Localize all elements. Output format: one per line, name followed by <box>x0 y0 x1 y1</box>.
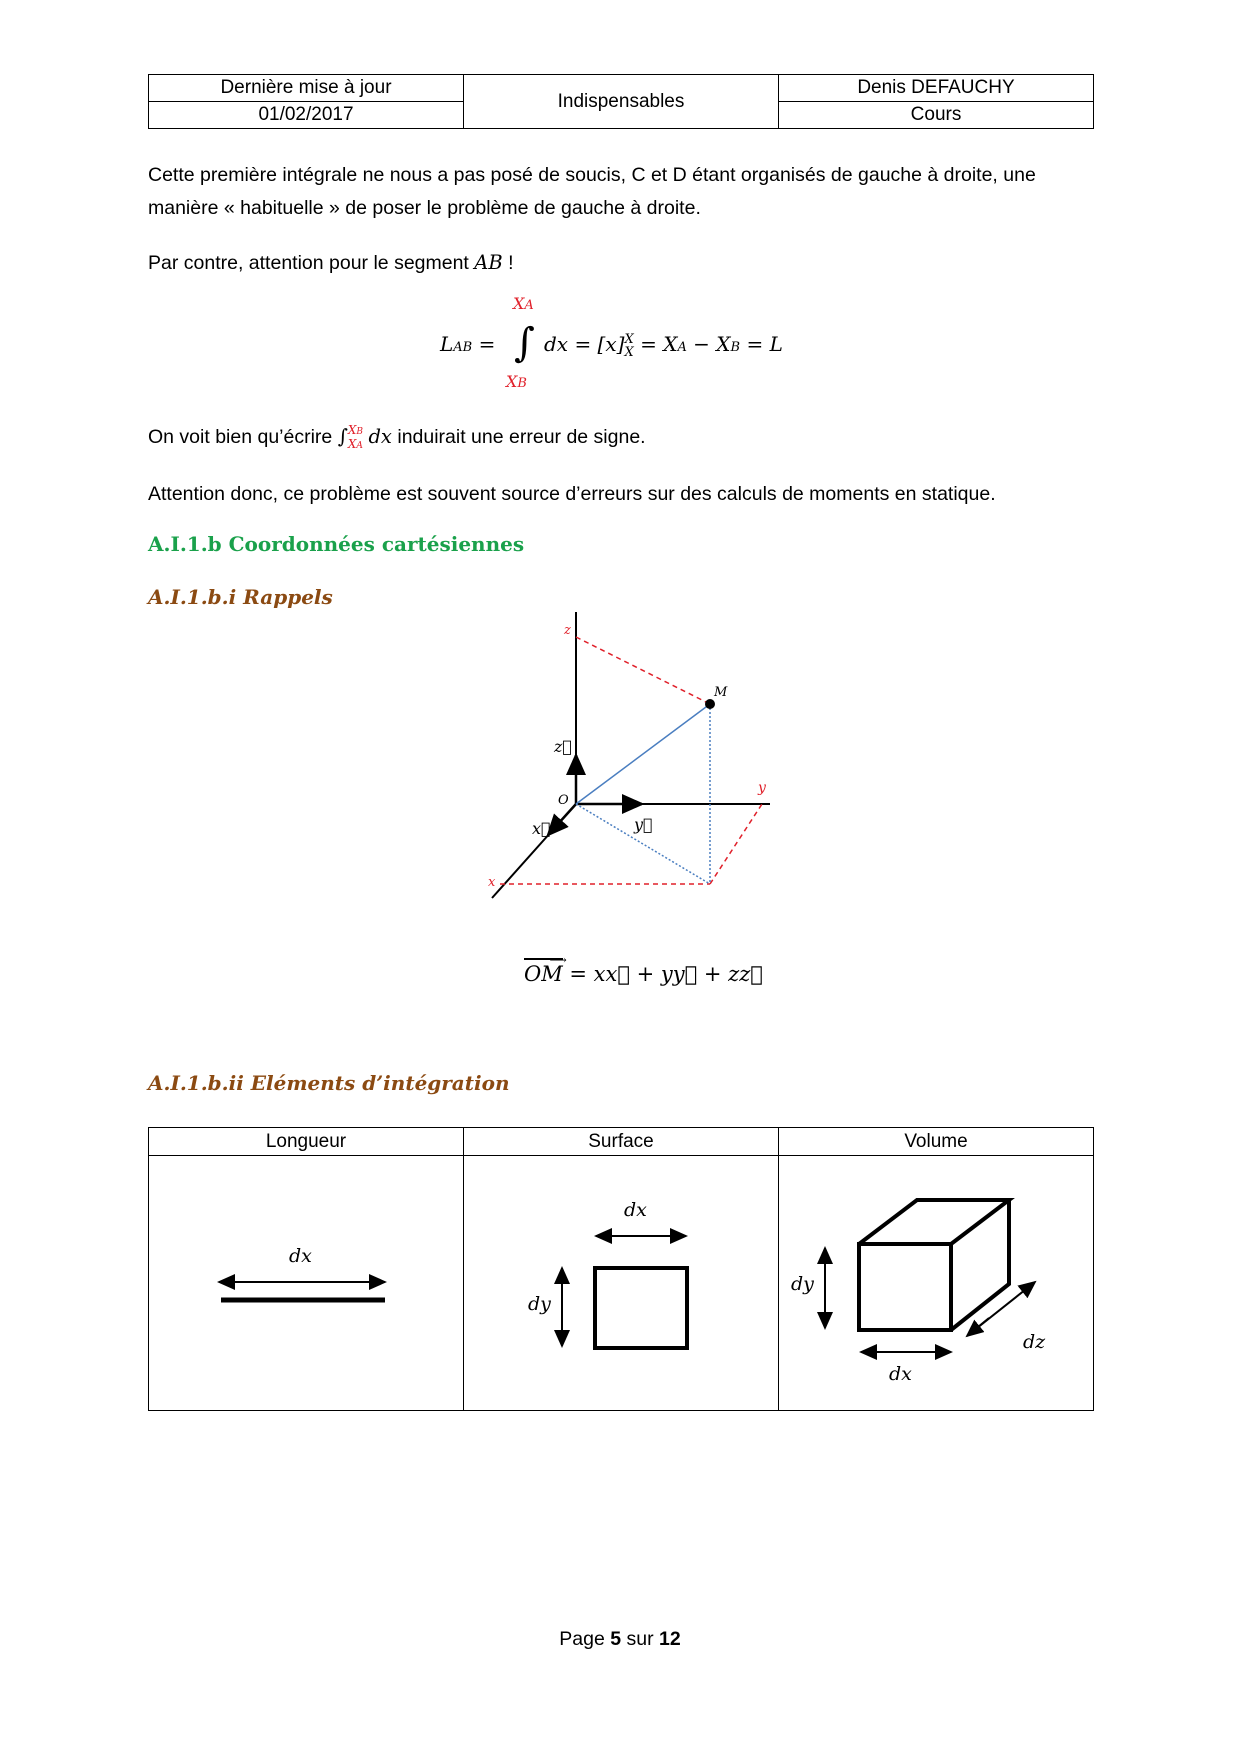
segment-ab: AB <box>474 251 503 274</box>
cell-volume <box>779 1156 1094 1411</box>
x-vector-label: x⃗ <box>532 819 551 838</box>
paragraph-2 <box>148 246 1094 280</box>
author-name: Denis DEFAUCHY <box>779 75 1094 102</box>
subsection-heading-elements: A.I.1.b.ii Eléments d’intégration <box>148 1071 510 1095</box>
x-axis-label: x <box>488 875 496 890</box>
inline-integral: ∫ XB XA <box>337 422 364 451</box>
paragraph-3-before: On voit bien qu’écrire <box>148 426 338 448</box>
y-projection-line <box>710 804 762 884</box>
om-components: xx⃗ + yy⃗ + zz⃗ <box>593 962 763 986</box>
doc-topic: Indispensables <box>464 75 779 129</box>
paragraph-3-after: induirait une erreur de signe. <box>391 426 646 448</box>
header-table <box>148 74 1094 129</box>
cube-top-face <box>859 1200 1009 1244</box>
volume-dy-label: dy <box>791 1273 814 1295</box>
last-update-label: Dernière mise à jour <box>149 75 464 102</box>
origin-label: O <box>558 793 569 808</box>
lab-rhs: dx = [x] X X = XA − XB = L <box>544 331 783 360</box>
length-element-figure <box>149 1156 462 1410</box>
doc-type: Cours <box>779 102 1094 129</box>
volume-dz-label: dz <box>1023 1331 1046 1353</box>
z-axis-label: z <box>564 623 571 638</box>
om-vector: ⟶ OM <box>524 953 567 986</box>
volume-element-figure <box>779 1156 1092 1410</box>
section-heading-cartesian: A.I.1.b Coordonnées cartésiennes <box>148 532 525 556</box>
x-unit-vector <box>548 804 576 835</box>
integral-equation: LAB = ∫ XA XB dx = [x] X X = XA − XB = L <box>440 294 783 391</box>
integral-sign: ∫ <box>514 320 535 366</box>
om-equation: ⟶ OM = xx⃗ + yy⃗ + zz⃗ <box>524 953 763 986</box>
page-footer: Page 5 sur 12 <box>559 1628 681 1650</box>
surface-dy-label: dy <box>528 1293 551 1315</box>
cartesian-axes-figure <box>480 612 780 912</box>
lab-sub: AB <box>453 340 473 355</box>
paragraph-3 <box>148 420 1094 454</box>
z-vector-label: z⃗ <box>554 737 573 756</box>
length-dx-label: dx <box>289 1245 312 1267</box>
paragraph-1: Cette première intégrale ne nous a pas posé de soucis, C et D étant organisés de gauche à droite, une manière « habituelle » de poser le problème de gauche à droite. <box>148 164 1036 219</box>
header-longueur: Longueur <box>149 1128 464 1156</box>
point-m <box>705 699 715 709</box>
y-axis-label: y <box>758 780 766 796</box>
header-surface: Surface <box>464 1128 779 1156</box>
y-vector-label: y⃗ <box>634 815 653 834</box>
page-number: 5 <box>610 1628 622 1650</box>
subsection-heading-rappels: A.I.1.b.i Rappels <box>148 585 333 609</box>
header-volume: Volume <box>779 1128 1094 1156</box>
volume-dx-label: dx <box>889 1363 912 1385</box>
integration-elements-table <box>148 1127 1094 1411</box>
paragraph-2-end: ! <box>502 252 514 274</box>
paragraph-2-text: Par contre, attention pour le segment <box>148 252 475 274</box>
z-projection-line <box>576 637 710 704</box>
page-total: 12 <box>659 1628 681 1650</box>
upper-limit: XA <box>513 294 534 313</box>
point-m-label: M <box>714 685 728 700</box>
cell-longueur <box>149 1156 464 1411</box>
lower-limit: XB <box>506 372 527 391</box>
surface-square <box>595 1268 687 1348</box>
paragraph-4: Attention donc, ce problème est souvent source d’erreurs sur des calculs de moments en statique. <box>148 483 996 505</box>
update-date: 01/02/2017 <box>149 102 464 129</box>
cube-front-face <box>859 1244 951 1330</box>
lab-lhs: L <box>440 332 454 356</box>
cell-surface <box>464 1156 779 1411</box>
inline-dx: dx <box>368 425 392 448</box>
surface-element-figure <box>464 1156 777 1410</box>
surface-dx-label: dx <box>624 1199 647 1221</box>
om-vector-line <box>576 704 710 804</box>
